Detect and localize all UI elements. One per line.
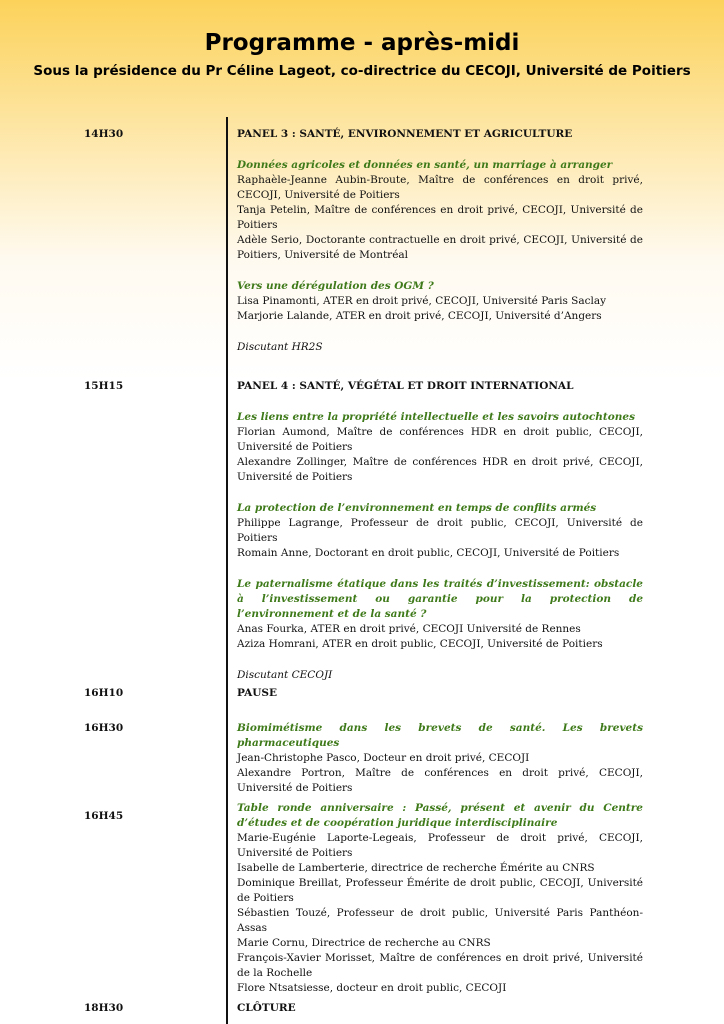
page-header [0, 28, 724, 80]
schedule-row [0, 801, 724, 1001]
session-body [237, 721, 643, 796]
speaker: Philippe Lagrange, Professeur de droit public, CECOJI, Université de Poitiers [237, 517, 643, 544]
speaker: Sébastien Touzé, Professeur de droit public, Université Paris Panthéon-Assas [237, 907, 643, 934]
speaker: Marie Cornu, Directrice de recherche au CNRS [237, 937, 491, 949]
schedule-row [0, 721, 724, 801]
session-body [237, 801, 643, 996]
page-subtitle: Sous la présidence du Pr Céline Lageot, co-directrice du CECOJI, Université de Poitiers [33, 63, 691, 79]
talk-title: Le paternalisme étatique dans les traités d’investissement: obstacle à l’investissement ou garantie pour la protection de l’environnement et de la santé ? [237, 578, 643, 620]
schedule-row [0, 127, 724, 379]
speaker: Tanja Petelin, Maître de conférences en droit privé, CECOJI, Université de Poitiers [237, 204, 643, 231]
time-label: 16H45 [84, 810, 124, 822]
session-body [237, 379, 643, 683]
speaker: Alexandre Portron, Maître de conférences en droit privé, CECOJI, Université de Poitiers [237, 767, 643, 794]
talk-title: Les liens entre la propriété intellectuelle et les savoirs autochtones [237, 411, 635, 423]
time-label: 16H10 [84, 687, 124, 699]
talk-title: La protection de l’environnement en temps de conflits armés [237, 502, 597, 514]
talk [237, 279, 643, 324]
speaker: Adèle Serio, Doctorante contractuelle en droit privé, CECOJI, Université de Poitiers, Université de Montréal [237, 234, 643, 261]
speaker: Dominique Breillat, Professeur Émérite de droit public, CECOJI, Université de Poitiers [237, 877, 643, 904]
speaker: Isabelle de Lamberterie, directrice de recherche Émérite au CNRS [237, 862, 595, 874]
schedule-row [0, 379, 724, 686]
schedule-row [0, 686, 724, 721]
session-body [237, 127, 643, 355]
closing-heading: CLÔTURE [237, 1002, 296, 1014]
speaker: François-Xavier Morisset, Maître de conférences en droit privé, Université de la Rochelle [237, 952, 643, 979]
time-label: 14H30 [84, 128, 124, 140]
time-label: 15H15 [84, 380, 124, 392]
pause-heading: PAUSE [237, 687, 278, 699]
session-body [237, 686, 643, 701]
session-body [237, 1001, 643, 1016]
schedule [0, 127, 724, 1021]
page-title: Programme - après-midi [204, 30, 520, 56]
talk-title: Données agricoles et données en santé, un marriage à arranger [237, 159, 613, 171]
speaker: Marie-Eugénie Laporte-Legeais, Professeur de droit privé, CECOJI, Université de Poitiers [237, 832, 643, 859]
speaker: Alexandre Zollinger, Maître de conférences HDR en droit privé, CECOJI, Université de Poitiers [237, 456, 643, 483]
talk [237, 577, 643, 652]
speaker: Romain Anne, Doctorant en droit public, CECOJI, Université de Poitiers [237, 547, 620, 559]
speaker: Marjorie Lalande, ATER en droit privé, CECOJI, Université d’Angers [237, 310, 602, 322]
schedule-row [0, 1001, 724, 1021]
speaker: Flore Ntsatsiesse, docteur en droit public, CECOJI [237, 982, 507, 994]
panel-heading: PANEL 3 : SANTÉ, ENVIRONNEMENT ET AGRICULTURE [237, 128, 573, 140]
speaker: Anas Fourka, ATER en droit privé, CECOJI Université de Rennes [237, 623, 581, 635]
speaker: Lisa Pinamonti, ATER en droit privé, CECOJI, Université Paris Saclay [237, 295, 607, 307]
talk-title: Vers une dérégulation des OGM ? [237, 280, 434, 292]
speaker: Jean-Christophe Pasco, Docteur en droit privé, CECOJI [237, 752, 530, 764]
panel-heading: PANEL 4 : SANTÉ, VÉGÉTAL ET DROIT INTERNATIONAL [237, 380, 574, 392]
talk [237, 158, 643, 263]
speaker: Florian Aumond, Maître de conférences HDR en droit public, CECOJI, Université de Poitiers [237, 426, 643, 453]
discutant: Discutant HR2S [237, 341, 323, 353]
speaker: Raphaèle-Jeanne Aubin-Broute, Maître de conférences en droit privé, CECOJI, Université de Poitiers [237, 174, 643, 201]
talk-title: Biomimétisme dans les brevets de santé. Les brevets pharmaceutiques [237, 722, 643, 749]
talk-title: Table ronde anniversaire : Passé, présent et avenir du Centre d’études et de coopération juridique interdisciplinaire [237, 802, 643, 829]
time-label: 16H30 [84, 722, 124, 734]
time-label: 18H30 [84, 1002, 124, 1014]
speaker: Aziza Homrani, ATER en droit public, CECOJI, Université de Poitiers [237, 638, 603, 650]
talk [237, 501, 643, 561]
discutant: Discutant CECOJI [237, 669, 333, 681]
talk [237, 410, 643, 485]
